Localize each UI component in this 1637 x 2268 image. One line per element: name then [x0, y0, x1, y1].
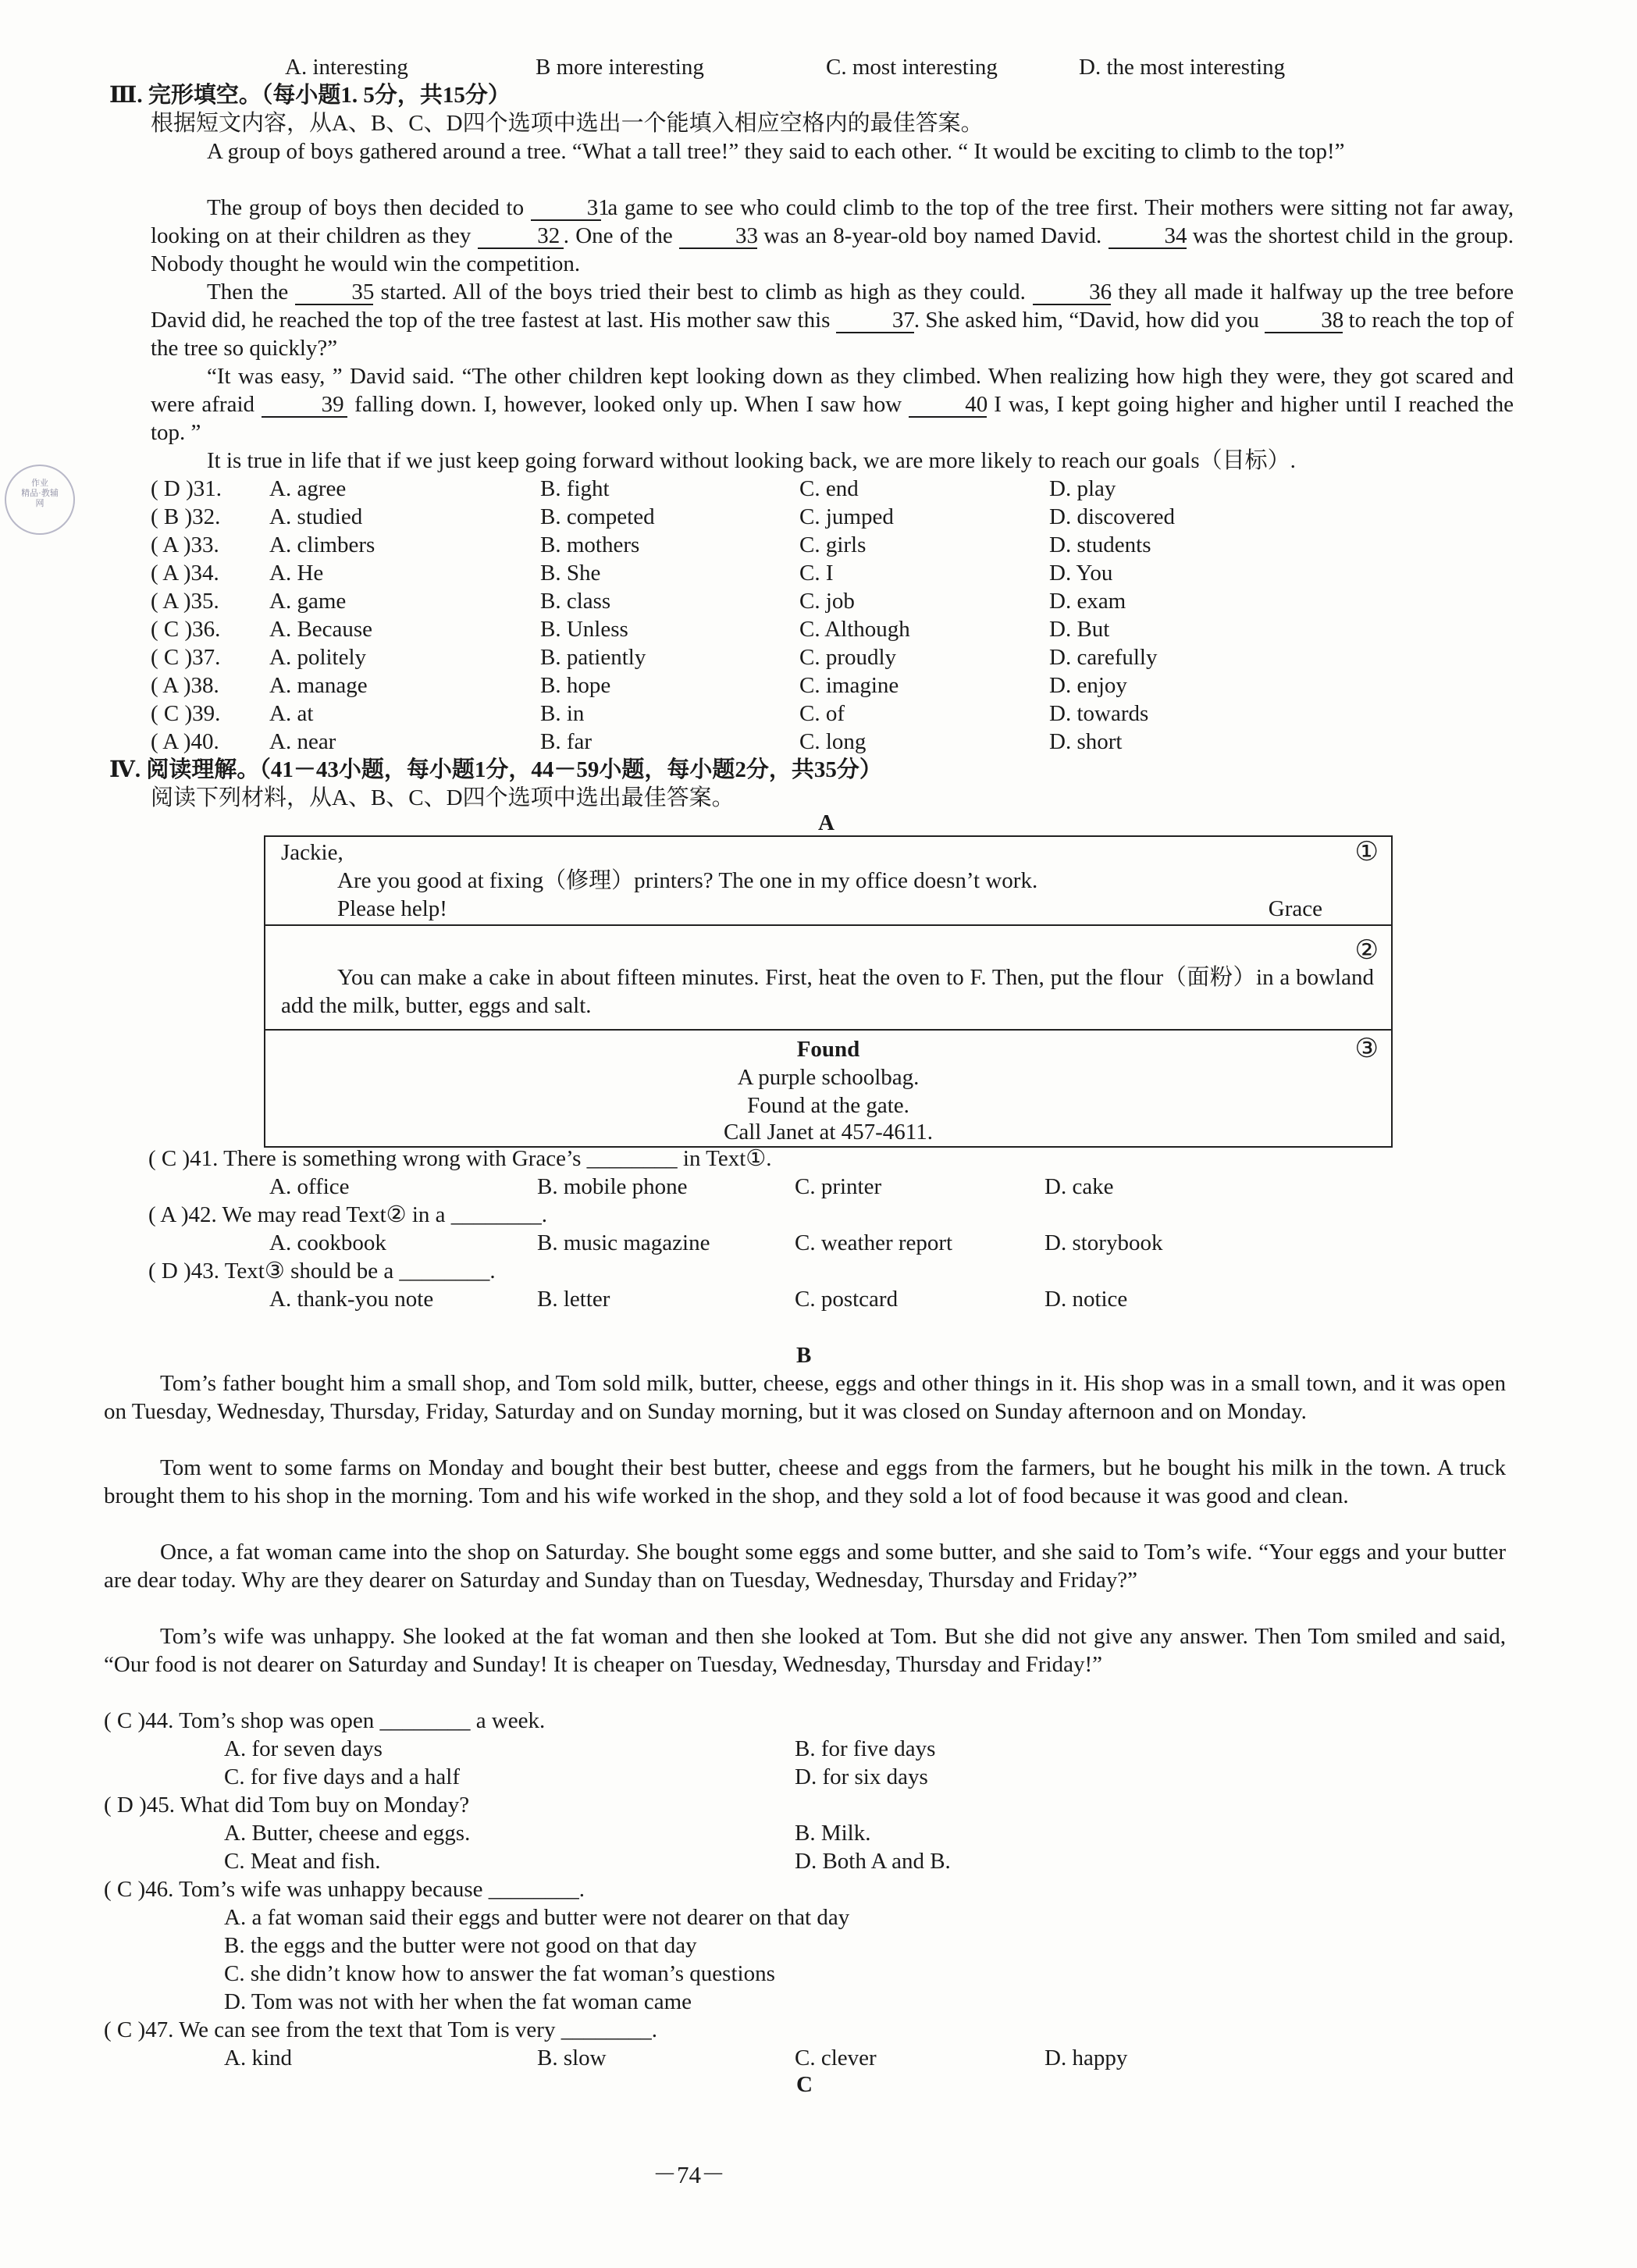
- passage-b-paragraph-3: Once, a fat woman came into the shop on Saturday. She bought some eggs and some butter, and she said to Tom’s wife. “Your eggs and your butter are dear today. Why are they dearer on Saturday and Sunday than on Tuesday, Wednesday, Thursday and Friday?”: [104, 1540, 1506, 1593]
- question-option: C. jumped: [799, 504, 894, 529]
- question-option: B. fight: [540, 476, 610, 501]
- question-option: C. Although: [799, 617, 910, 642]
- question-number: ( A )35.: [151, 589, 219, 614]
- question-option: B. Unless: [540, 617, 628, 642]
- question-option: C. imagine: [799, 673, 899, 698]
- text: was the shortest child in the group. Nobody thought he would win the competition.: [151, 223, 1514, 276]
- question-option: B. in: [540, 701, 585, 726]
- text: Then the: [207, 279, 289, 304]
- question-option: D. discovered: [1049, 504, 1176, 529]
- question-number: ( D )31.: [151, 476, 222, 501]
- question-47-stem: ( C )47. We can see from the text that Tom is very ________.: [104, 2017, 657, 2042]
- question-option: C. weather report: [795, 1230, 953, 1255]
- question-option: B. hope: [540, 673, 611, 698]
- divider: [265, 1029, 1391, 1031]
- divider: [265, 924, 1391, 926]
- question-option: D. students: [1049, 532, 1151, 557]
- question-option: D. play: [1049, 476, 1116, 501]
- question-option: A. near: [269, 729, 336, 754]
- question-option: A. agree: [269, 476, 347, 501]
- passage-b-paragraph-4: Tom’s wife was unhappy. She looked at the fat woman and then she looked at Tom. But she did not give any answer. Then Tom smiled and said, “Our food is not dearer on Saturday and Sunday! It is cheaper on Tuesday, Wednesday, Thursday and Friday!”: [104, 1624, 1506, 1677]
- question-option: A. climbers: [269, 532, 375, 557]
- question-option: B. class: [540, 589, 611, 614]
- page-number: －74－: [653, 2161, 725, 2188]
- stamp-line: 网: [35, 499, 44, 508]
- question-option: A. thank-you note: [269, 1287, 434, 1312]
- question-option: D. You: [1049, 561, 1113, 586]
- question-option: C. proudly: [799, 645, 897, 670]
- text2-number: ②: [1354, 936, 1379, 965]
- option-b: B more interesting: [536, 55, 704, 80]
- cloze-paragraph-5: It is true in life that if we just keep going forward without looking back, we are more likely to reach our goals（目标）.: [207, 448, 1296, 473]
- notice-title: Found: [796, 1037, 860, 1062]
- blank-36: 36: [1033, 280, 1111, 305]
- blank-32: 32: [478, 224, 564, 249]
- question-44-stem: ( C )44. Tom’s shop was open ________ a week.: [104, 1708, 546, 1733]
- option-c: C. most interesting: [826, 55, 998, 80]
- blank-34: 34: [1109, 224, 1187, 249]
- question-option: C. end: [799, 476, 859, 501]
- text: “It was easy, ” David said. “The other children kept looking down as they climbed. When realizing how high they were, they got scared and were afraid: [151, 364, 1514, 417]
- question-46-stem: ( C )46. Tom’s wife was unhappy because ________.: [104, 1877, 585, 1902]
- question-number: ( A )33.: [151, 532, 219, 557]
- question-option: B. the eggs and the butter were not good on that day: [224, 1933, 697, 1958]
- passage-c-label: C: [796, 2072, 813, 2097]
- question-option: B. slow: [537, 2045, 607, 2070]
- question-option: C. for five days and a half: [224, 1764, 460, 1789]
- text1-body: Are you good at fixing（修理）printers? The one in my office doesn’t work.: [337, 868, 1038, 893]
- text: to reach the top of the tree so quickly?”: [151, 308, 1514, 361]
- publisher-stamp: [5, 465, 75, 535]
- question-option: C. she didn’t know how to answer the fat woman’s questions: [224, 1961, 775, 1986]
- question-option: C. postcard: [795, 1287, 899, 1312]
- question-option: C. I: [799, 561, 834, 586]
- blank-38: 38: [1265, 308, 1343, 333]
- cloze-paragraph-3: [151, 278, 1514, 362]
- question-option: D. carefully: [1049, 645, 1158, 670]
- blank-31: 31: [531, 196, 601, 221]
- stamp-line: 作业: [31, 479, 48, 488]
- passage-b-paragraph-2: Tom went to some farms on Monday and bought their best butter, cheese and eggs from the farmers, but he bought his milk in the town. A truck brought them to his shop in the morning. Tom and his wife worked in the shop, and they sold a lot of food because it was good and clean.: [104, 1455, 1506, 1508]
- section3-heading: Ⅲ. 完形填空。（每小题1. 5分，共15分）: [109, 83, 511, 108]
- question-option: D. enjoy: [1049, 673, 1127, 698]
- question-number: ( A )38.: [151, 673, 219, 698]
- option-a: A. interesting: [285, 55, 408, 80]
- question-option: C. clever: [795, 2045, 877, 2070]
- cloze-paragraph-4: [151, 362, 1514, 447]
- question-option: C. printer: [795, 1174, 882, 1199]
- question-option: B. music magazine: [537, 1230, 710, 1255]
- notice-line: Call Janet at 457-4611.: [724, 1120, 933, 1145]
- question-option: B. for five days: [795, 1736, 936, 1761]
- text1-greeting: Jackie,: [281, 840, 343, 865]
- question-option: A. cookbook: [269, 1230, 386, 1255]
- question-option: A. He: [269, 561, 324, 586]
- blank-35: 35: [295, 280, 373, 305]
- question-option: C. job: [799, 589, 855, 614]
- passage-a-label: A: [818, 810, 835, 835]
- question-option: D. storybook: [1044, 1230, 1163, 1255]
- question-45-stem: ( D )45. What did Tom buy on Monday?: [104, 1793, 470, 1818]
- question-option: D. Tom was not with her when the fat woman came: [224, 1989, 692, 2014]
- section4-heading: Ⅳ. 阅读理解。（41－43小题，每小题1分，44－59小题，每小题2分，共35分）: [109, 757, 882, 782]
- blank-33: 33: [679, 224, 757, 249]
- text3-number: ③: [1354, 1034, 1379, 1063]
- option-d: D. the most interesting: [1079, 55, 1286, 80]
- question-option: B. Milk.: [795, 1821, 871, 1846]
- question-option: C. of: [799, 701, 845, 726]
- question-option: D. Both A and B.: [795, 1849, 951, 1874]
- question-option: A. a fat woman said their eggs and butter were not dearer on that day: [224, 1905, 850, 1930]
- section3-instruction: 根据短文内容，从A、B、C、D四个选项中选出一个能填入相应空格内的最佳答案。: [151, 111, 984, 136]
- question-option: C. Meat and fish.: [224, 1849, 381, 1874]
- passage-b-label: B: [796, 1343, 812, 1368]
- question-option: B. patiently: [540, 645, 646, 670]
- question-option: D. exam: [1049, 589, 1126, 614]
- text2-body: You can make a cake in about fifteen minutes. First, heat the oven to F. Then, put the flour（面粉）in a bowland add the milk, butter, eggs and salt.: [281, 965, 1374, 1018]
- question-number: ( A )40.: [151, 729, 219, 754]
- text: . One of the: [563, 223, 673, 248]
- blank-37: 37: [836, 308, 914, 333]
- question-option: A. kind: [224, 2045, 292, 2070]
- question-option: A. studied: [269, 504, 363, 529]
- question-option: A. game: [269, 589, 347, 614]
- text: The group of boys then decided to: [207, 195, 525, 220]
- question-option: B. She: [540, 561, 601, 586]
- text1-signature: Grace: [1268, 896, 1322, 921]
- question-number: ( C )36.: [151, 617, 221, 642]
- text: a game to see who could climb to the top of the tree first. Their mothers were sitting not far away, looking on at their children as they: [151, 195, 1514, 248]
- cloze-paragraph-1: A group of boys gathered around a tree. “What a tall tree!” they said to each other. “ It would be exciting to climb to the top!”: [207, 139, 1345, 164]
- question-option: B. far: [540, 729, 593, 754]
- question-option: B. letter: [537, 1287, 610, 1312]
- blank-40: 40: [909, 393, 987, 418]
- question-42-stem: ( A )42. We may read Text② in a ________.: [148, 1202, 548, 1227]
- question-option: A. politely: [269, 645, 367, 670]
- text: started. All of the boys tried their best to climb as high as they could.: [380, 279, 1026, 304]
- question-43-stem: ( D )43. Text③ should be a ________.: [148, 1259, 496, 1284]
- text: they all made it halfway up the tree before David did, he reached the top of the tree fastest at last. His mother saw this: [151, 279, 1514, 333]
- question-option: C. girls: [799, 532, 867, 557]
- text: I was, I kept going higher and higher until I reached the top. ”: [151, 392, 1514, 445]
- question-option: D. notice: [1044, 1287, 1128, 1312]
- question-option: D. But: [1049, 617, 1110, 642]
- question-option: B. mobile phone: [537, 1174, 688, 1199]
- stamp-line: 精品·教辅: [21, 489, 59, 498]
- passage-b-paragraph-1: Tom’s father bought him a small shop, and Tom sold milk, butter, cheese, eggs and other things in it. His shop was in a small town, and it was open on Tuesday, Wednesday, Thursday, Friday, Saturday and on Sunday morning, but it was closed on Sunday afternoon and on Monday.: [104, 1371, 1506, 1424]
- question-number: ( C )37.: [151, 645, 221, 670]
- question-option: A. manage: [269, 673, 368, 698]
- question-option: B. competed: [540, 504, 655, 529]
- question-option: A. Butter, cheese and eggs.: [224, 1821, 471, 1846]
- text1-help: Please help!: [337, 896, 447, 921]
- question-41-stem: ( C )41. There is something wrong with Grace’s ________ in Text①.: [148, 1146, 772, 1171]
- question-option: A. at: [269, 701, 314, 726]
- question-option: A. office: [269, 1174, 350, 1199]
- section4-instruction: 阅读下列材料，从A、B、C、D四个选项中选出最佳答案。: [151, 785, 735, 810]
- question-option: A. Because: [269, 617, 373, 642]
- question-option: B. mothers: [540, 532, 640, 557]
- text1-number: ①: [1354, 838, 1379, 867]
- question-option: D. happy: [1044, 2045, 1128, 2070]
- question-option: A. for seven days: [224, 1736, 383, 1761]
- question-option: C. long: [799, 729, 867, 754]
- notice-line: Found at the gate.: [747, 1093, 909, 1118]
- question-option: D. towards: [1049, 701, 1149, 726]
- text: . She asked him, “David, how did you: [913, 308, 1259, 333]
- question-number: ( A )34.: [151, 561, 219, 586]
- question-option: D. cake: [1044, 1174, 1114, 1199]
- question-option: D. for six days: [795, 1764, 928, 1789]
- cloze-paragraph-2: [151, 194, 1514, 278]
- notice-line: A purple schoolbag.: [737, 1065, 920, 1090]
- passage-a-box: [264, 835, 1393, 1148]
- text: falling down. I, however, looked only up. When I saw how: [354, 392, 902, 417]
- question-number: ( B )32.: [151, 504, 221, 529]
- question-option: D. short: [1049, 729, 1123, 754]
- blank-39: 39: [262, 393, 347, 418]
- text: was an 8-year-old boy named David.: [763, 223, 1102, 248]
- question-number: ( C )39.: [151, 701, 221, 726]
